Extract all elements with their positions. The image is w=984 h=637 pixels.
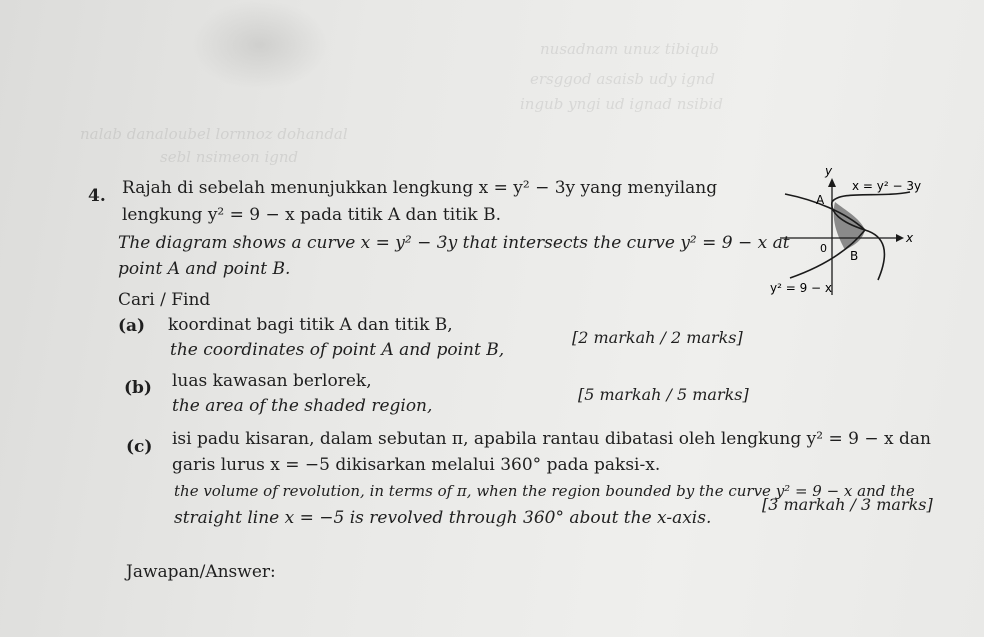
x-axis-label: x	[906, 231, 914, 245]
x-axis-arrow-icon	[896, 234, 904, 242]
curves-diagram	[770, 160, 980, 310]
part-a-label: (a)	[118, 316, 146, 336]
point-a-label: A	[816, 193, 825, 207]
question-english-line1: The diagram shows a curve x = y² − 3y that intersects the curve y² = 9 − x at	[118, 233, 790, 253]
y-axis-label: y	[825, 164, 833, 178]
bleed-text: ingub yngi ud ignad nsibid	[520, 95, 723, 113]
find-label: Cari / Find	[118, 290, 211, 310]
question-malay-line2: lengkung y² = 9 − x pada titik A dan titik B.	[122, 205, 502, 225]
part-b-english: the area of the shaded region,	[172, 396, 433, 416]
point-b-label: B	[850, 249, 859, 263]
part-a-english: the coordinates of point A and point B,	[170, 340, 505, 360]
curve2-label: y² = 9 − x	[770, 281, 833, 295]
question-number: 4.	[88, 186, 106, 206]
bleed-text: nusadnam unuz tibiqub	[540, 40, 719, 58]
part-c-malay-line2: garis lurus x = −5 dikisarkan melalui 360° pada paksi-x.	[172, 455, 661, 475]
curve1-label: x = y² − 3y	[852, 179, 922, 193]
shadow-smudge	[190, 0, 330, 90]
bleed-text: sebl nsimeon ignd	[160, 148, 299, 166]
question-malay-line1: Rajah di sebelah menunjukkan lengkung x = y² − 3y yang menyilang	[122, 178, 718, 198]
part-a-malay: koordinat bagi titik A dan titik B,	[168, 315, 453, 335]
question-english-line2: point A and point B.	[118, 259, 291, 279]
part-a-marks: [2 markah / 2 marks]	[572, 328, 743, 347]
answer-label: Jawapan/Answer:	[126, 562, 276, 582]
part-c-label: (c)	[126, 437, 153, 457]
part-c-english-line1: the volume of revolution, in terms of π, when the region bounded by the curve y² = 9 − x and the	[174, 482, 915, 500]
part-c-marks: [3 markah / 3 marks]	[762, 495, 933, 514]
part-b-malay: luas kawasan berlorek,	[172, 371, 372, 391]
part-c-english-line2: straight line x = −5 is revolved through 360° about the x-axis.	[174, 508, 712, 528]
part-c-malay-line1: isi padu kisaran, dalam sebutan π, apabila rantau dibatasi oleh lengkung y² = 9 − x dan	[172, 429, 931, 449]
bleed-text: ersggod asaisb udy ignd	[530, 70, 715, 88]
part-b-label: (b)	[124, 378, 152, 398]
y-axis-arrow-icon	[828, 178, 836, 187]
origin-label: 0	[820, 242, 827, 255]
bleed-text: nalab danaloubel lornnoz dohandal	[80, 125, 348, 143]
part-b-marks: [5 markah / 5 marks]	[578, 385, 749, 404]
